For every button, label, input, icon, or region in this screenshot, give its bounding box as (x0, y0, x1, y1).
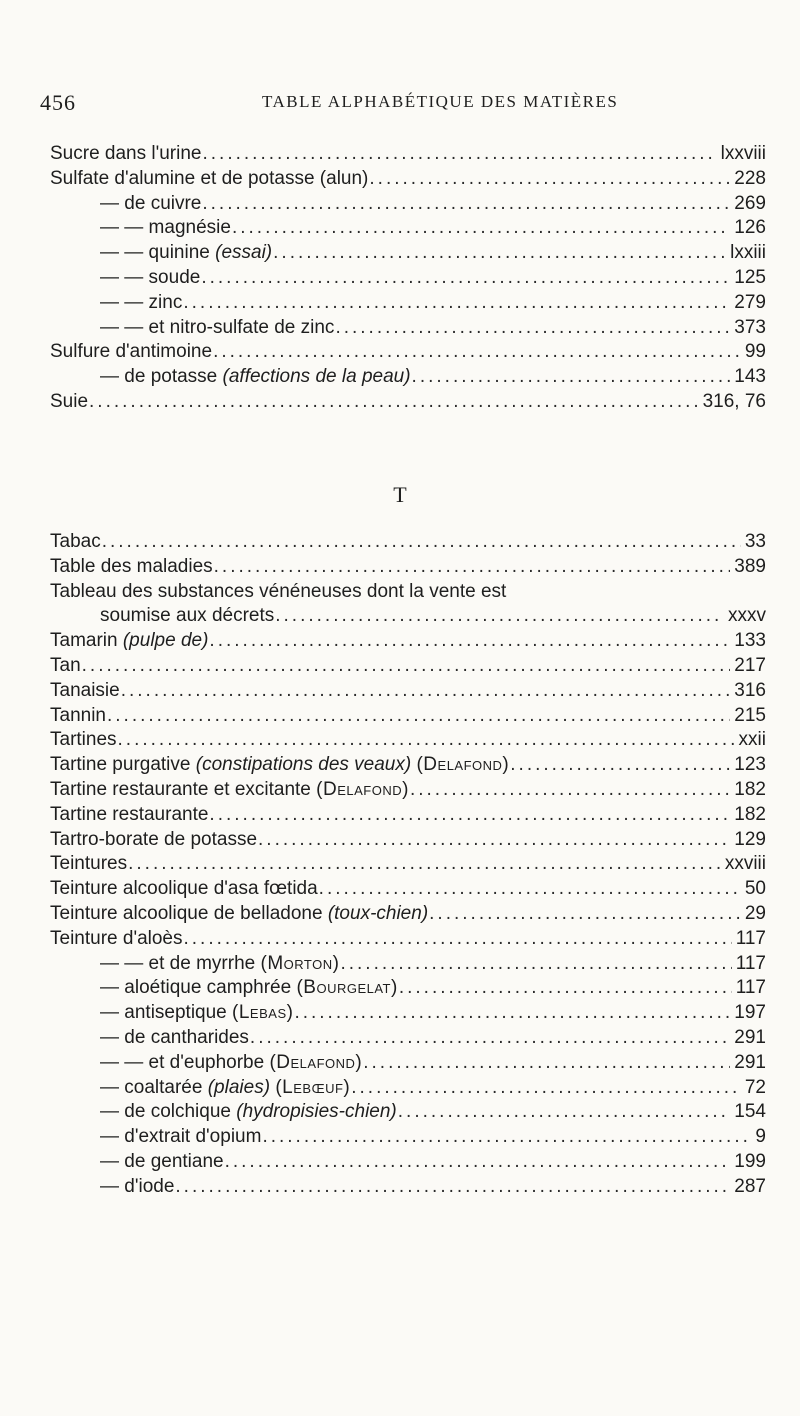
index-entry: — de gentiane ..... 199 (50, 1150, 766, 1175)
index-entry: Tartine purgative (constipations des veaux) (Delafond) ..... 123 (50, 753, 766, 778)
page-ref: xxviii (724, 853, 766, 875)
leader-dots (82, 654, 731, 679)
leader-dots (232, 216, 730, 241)
leader-dots (183, 291, 730, 316)
page-ref: lxxiii (730, 242, 766, 264)
leader-dots (429, 902, 741, 927)
index-entry: Teinture alcoolique de belladone (toux-chien) ..... 29 (50, 902, 766, 927)
page-ref: 215 (734, 704, 766, 726)
index-entry: Table des maladies ..... 389 (50, 555, 766, 580)
page-ref: 217 (734, 654, 766, 676)
author-name: (Delafond) (269, 1051, 363, 1073)
author-name: (Delafond) (416, 754, 510, 776)
index-entry: — de cantharides ..... 291 (50, 1026, 766, 1051)
author-name: (Bourgelat) (296, 977, 398, 999)
page-ref: 99 (744, 341, 766, 363)
index-entry: — — zinc ..... 279 (50, 291, 766, 316)
section-letter-heading: T (393, 482, 407, 507)
author-name: (Delafond) (316, 778, 409, 800)
index-section-t (50, 530, 766, 1200)
page-ref: 197 (734, 1002, 766, 1024)
leader-dots (184, 927, 732, 952)
index-entry: soumise aux décrets ..... xxxv (50, 604, 766, 629)
index-entry: — de colchique (hydropisies-chien) ..... 154 (50, 1100, 766, 1125)
index-entry: — d'extrait d'opium ..... 9 (50, 1125, 766, 1150)
page-ref: xxii (738, 729, 766, 751)
page-ref: 129 (734, 828, 766, 850)
index-entry: — — magnésie ..... 126 (50, 216, 766, 241)
page-ref: 316, 76 (702, 390, 766, 412)
leader-dots (209, 803, 730, 828)
index-entry-first-line: Tableau des substances vénéneuses dont la vente est (50, 580, 507, 602)
page-ref: 182 (734, 803, 766, 825)
page-ref: 50 (744, 878, 766, 900)
page-ref: 33 (744, 531, 766, 552)
page-ref: 154 (734, 1101, 766, 1123)
leader-dots (351, 1076, 741, 1101)
index-entry: Tartro-borate de potasse ..... 129 (50, 828, 766, 853)
leader-dots (412, 365, 731, 390)
index-entry: — aloétique camphrée (Bourgelat) ..... 117 (50, 976, 766, 1001)
leader-dots (294, 1001, 730, 1026)
leader-dots (319, 877, 741, 902)
leader-dots (213, 340, 741, 365)
leader-dots (203, 142, 717, 167)
page-ref: 291 (734, 1051, 766, 1073)
index-entry: — — soude ..... 125 (50, 266, 766, 291)
page-ref: 117 (735, 927, 766, 949)
leader-dots (510, 753, 730, 778)
index-entry: Tabac ..... 33 (50, 530, 766, 555)
page-ref: lxxviii (720, 143, 766, 164)
index-entry: — de cuivre ..... 269 (50, 192, 766, 217)
leader-dots (369, 167, 730, 192)
leader-dots (102, 530, 741, 555)
leader-dots (275, 604, 724, 629)
running-title: TABLE ALPHABÉTIQUE DES MATIÈRES (262, 92, 619, 111)
index-entry: Tannin ..... 215 (50, 704, 766, 729)
page-ref: 228 (734, 167, 766, 189)
leader-dots (273, 241, 726, 266)
author-name: (Lebas) (232, 1002, 294, 1024)
leader-dots (118, 728, 735, 753)
page-ref: 143 (734, 366, 766, 388)
leader-dots (214, 555, 731, 580)
page-ref: 316 (734, 679, 766, 701)
page-ref: 123 (734, 754, 766, 776)
page-ref: 182 (734, 778, 766, 800)
leader-dots (262, 1125, 751, 1150)
leader-dots (89, 390, 699, 415)
leader-dots (107, 704, 730, 729)
page-ref: 117 (735, 952, 766, 974)
leader-dots (175, 1175, 730, 1200)
index-entry: Tartine restaurante et excitante (Delafond) ..... 182 (50, 778, 766, 803)
index-entry: — d'iode ..... 287 (50, 1175, 766, 1200)
index-entry: Tartine restaurante ..... 182 (50, 803, 766, 828)
index-entry: — antiseptique (Lebas) ..... 197 (50, 1001, 766, 1026)
leader-dots (121, 679, 731, 704)
leader-dots (250, 1026, 730, 1051)
index-entry: Tanaisie ..... 316 (50, 679, 766, 704)
page-ref: 9 (755, 1126, 766, 1148)
page-ref: 126 (734, 217, 766, 239)
index-entry: Teinture d'aloès ..... 117 (50, 927, 766, 952)
leader-dots (202, 192, 730, 217)
page-ref: 279 (734, 291, 766, 313)
author-name: (Lebœuf) (275, 1076, 351, 1098)
index-entry: Tamarin (pulpe de) ..... 133 (50, 629, 766, 654)
page-ref: 133 (734, 630, 766, 652)
page-ref: 291 (734, 1026, 766, 1048)
page-ref: xxxv (728, 605, 766, 627)
author-name: (Morton) (260, 952, 340, 974)
index-entry: Tartines ..... xxii (50, 728, 766, 753)
page-ref: 287 (734, 1175, 766, 1197)
page-header (40, 90, 760, 130)
page-number: 456 (40, 90, 76, 115)
index-entry: Tan ..... 217 (50, 654, 766, 679)
leader-dots (340, 952, 731, 977)
index-entry: — — et de myrrhe (Morton) ..... 117 (50, 952, 766, 977)
leader-dots (335, 316, 730, 341)
index-entry: Teintures ..... xxviii (50, 852, 766, 877)
page-ref: 117 (735, 977, 766, 999)
leader-dots (363, 1051, 730, 1076)
leader-dots (128, 852, 721, 877)
index-entry: Sulfure d'antimoine ..... 99 (50, 340, 766, 365)
index-entry: Sulfate d'alumine et de potasse (alun) ..... 228 (50, 167, 766, 192)
leader-dots (258, 828, 730, 853)
page-ref: 72 (744, 1076, 766, 1098)
leader-dots (209, 629, 730, 654)
leader-dots (399, 976, 732, 1001)
index-entry: Teinture alcoolique d'asa fœtida ..... 50 (50, 877, 766, 902)
index-entry: — — et nitro-sulfate de zinc ..... 373 (50, 316, 766, 341)
index-section-s (50, 142, 766, 415)
index-entry: — coaltarée (plaies) (Lebœuf) ..... 72 (50, 1076, 766, 1101)
page-ref: 269 (734, 192, 766, 214)
page-ref: 29 (744, 902, 766, 924)
page-ref: 125 (734, 266, 766, 288)
page-ref: 389 (734, 555, 766, 577)
leader-dots (201, 266, 730, 291)
leader-dots (225, 1150, 731, 1175)
leader-dots (410, 778, 730, 803)
page-ref: 373 (734, 316, 766, 338)
index-entry: — — quinine (essai) ..... lxxiii (50, 241, 766, 266)
index-entry: — de potasse (affections de la peau) ..... 143 (50, 365, 766, 390)
index-entry: — — et d'euphorbe (Delafond) ..... 291 (50, 1051, 766, 1076)
index-entry: Sucre dans l'urine ..... lxxviii (50, 142, 766, 167)
index-entry: Suie ..... 316, 76 (50, 390, 766, 415)
page-ref: 199 (734, 1150, 766, 1172)
leader-dots (398, 1100, 731, 1125)
